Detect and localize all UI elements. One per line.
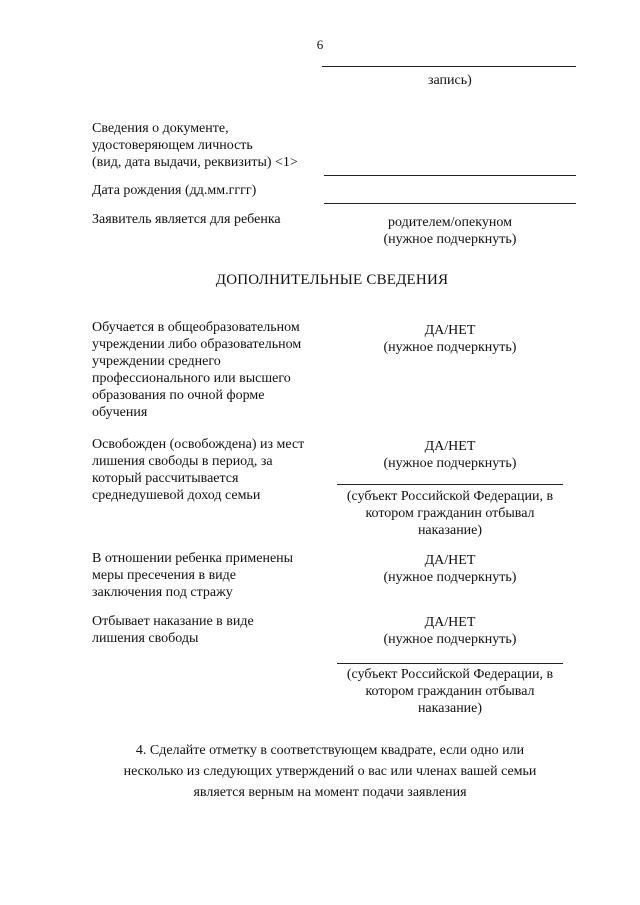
yes-no-released[interactable]: ДА/НЕТ (нужное подчеркнуть)	[383, 439, 517, 471]
region-caption-serving: (субъект Российской Федерации, в котором гражданин отбывал наказание)	[346, 667, 554, 716]
region-caption-released: (субъект Российской Федерации, в котором гражданин отбывал наказание)	[346, 489, 554, 538]
item-label-custody: В отношении ребенка применены меры пресечения в виде заключения под стражу	[92, 551, 294, 600]
yes-no-serving[interactable]: ДА/НЕТ (нужное подчеркнуть)	[383, 615, 517, 647]
item-label-serving: Отбывает наказание в виде лишения свободы	[92, 614, 254, 646]
yes-no-study[interactable]: ДА/НЕТ (нужное подчеркнуть)	[383, 323, 517, 355]
birth-date-label: Дата рождения (дд.мм.гггг)	[92, 183, 257, 198]
footer-instruction: 4. Сделайте отметку в соответствующем квадрате, если одно или несколько из следующих утверждений о вас или членах вашей семьи является верным на момент подачи заявления	[123, 743, 537, 800]
item-label-released: Освобожден (освобождена) из мест лишения свободы в период, за который рассчитывается среднедушевой доход семьи	[92, 437, 305, 503]
id-document-label: Сведения о документе, удостоверяющем личность (вид, дата выдачи, реквизиты) <1>	[92, 121, 298, 170]
entry-line	[322, 66, 576, 67]
item-label-study: Обучается в общеобразовательном учреждении либо образовательном учреждении среднего профессионального или высшего образования по очной форме обучения	[92, 320, 302, 420]
yes-no-custody[interactable]: ДА/НЕТ (нужное подчеркнуть)	[383, 553, 517, 585]
id-document-field[interactable]	[324, 175, 576, 176]
page-number: 6	[316, 37, 324, 52]
applicant-label: Заявитель является для ребенка	[92, 212, 281, 227]
section-title: ДОПОЛНИТЕЛЬНЫЕ СВЕДЕНИЯ	[215, 272, 449, 288]
region-field-released[interactable]	[337, 484, 563, 485]
birth-date-field[interactable]	[324, 203, 576, 204]
region-field-serving[interactable]	[337, 663, 563, 664]
applicant-value: родителем/опекуном (нужное подчеркнуть)	[383, 215, 517, 247]
entry-caption: запись)	[428, 73, 472, 88]
